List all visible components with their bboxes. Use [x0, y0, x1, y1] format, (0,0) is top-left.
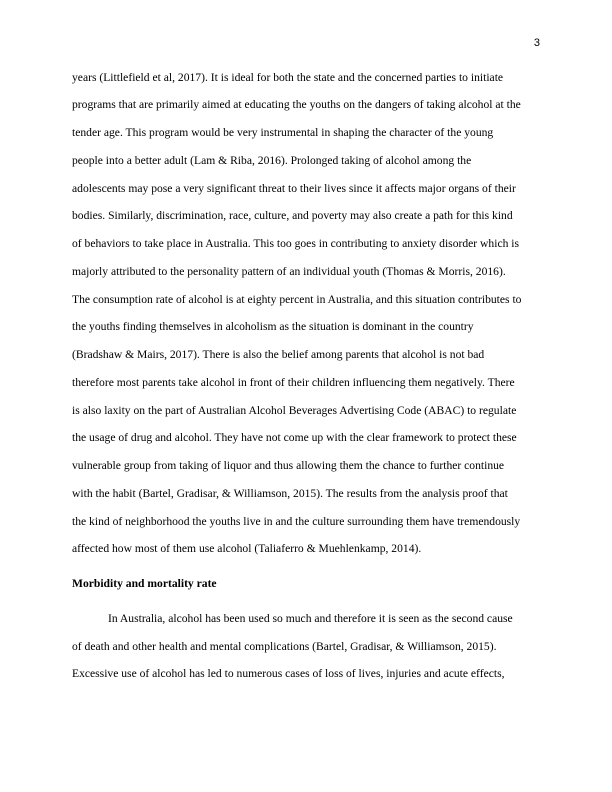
page-number: 3 [533, 37, 540, 49]
paragraph-line: programs that are primarily aimed at educating the youths on the dangers of taking alcohol at the [72, 98, 521, 111]
paragraph-line: years (Littlefield et al, 2017). It is ideal for both the state and the concerned parties to initiate [72, 71, 504, 84]
paragraph-line: Excessive use of alcohol has led to numerous cases of loss of lives, injuries and acute effects, [72, 667, 505, 680]
paragraph-line: affected how most of them use alcohol (Taliaferro & Muehlenkamp, 2014). [72, 542, 422, 555]
paragraph-line: is also laxity on the part of Australian Alcohol Beverages Advertising Code (ABAC) to regulate [72, 404, 517, 417]
paragraph-line: with the habit (Bartel, Gradisar, & Williamson, 2015). The results from the analysis proof that [72, 487, 508, 500]
paragraph-line: bodies. Similarly, discrimination, race, culture, and poverty may also create a path for this kind [72, 209, 513, 222]
paragraph-line: the usage of drug and alcohol. They have not come up with the clear framework to protect these [72, 431, 517, 444]
paragraph-line: majorly attributed to the personality pattern of an individual youth (Thomas & Morris, 2016). [72, 265, 506, 278]
paragraph-line: the kind of neighborhood the youths live in and the culture surrounding them have tremendously [72, 515, 521, 528]
paragraph-line: In Australia, alcohol has been used so much and therefore it is seen as the second cause [108, 612, 513, 625]
paragraph-line: the youths finding themselves in alcoholism as the situation is dominant in the country [72, 320, 474, 333]
paragraph-line: (Bradshaw & Mairs, 2017). There is also the belief among parents that alcohol is not bad [72, 348, 485, 361]
paragraph-line: of death and other health and mental complications (Bartel, Gradisar, & Williamson, 2015). [72, 640, 497, 653]
paragraph-line: adolescents may pose a very significant threat to their lives since it affects major organs of their [72, 182, 516, 195]
paragraph-line: vulnerable group from taking of liquor and thus allowing them the chance to further continue [72, 459, 505, 472]
paragraph-line: therefore most parents take alcohol in front of their children influencing them negatively. There [72, 376, 515, 389]
paragraph-line: tender age. This program would be very instrumental in shaping the character of the young [72, 126, 494, 139]
paragraph-line: of behaviors to take place in Australia. This too goes in contributing to anxiety disorder which is [72, 237, 520, 250]
paragraph-line: The consumption rate of alcohol is at eighty percent in Australia, and this situation contributes to [72, 293, 522, 306]
section-heading: Morbidity and mortality rate [72, 577, 217, 590]
paragraph-line: people into a better adult (Lam & Riba, 2016). Prolonged taking of alcohol among the [72, 154, 472, 167]
